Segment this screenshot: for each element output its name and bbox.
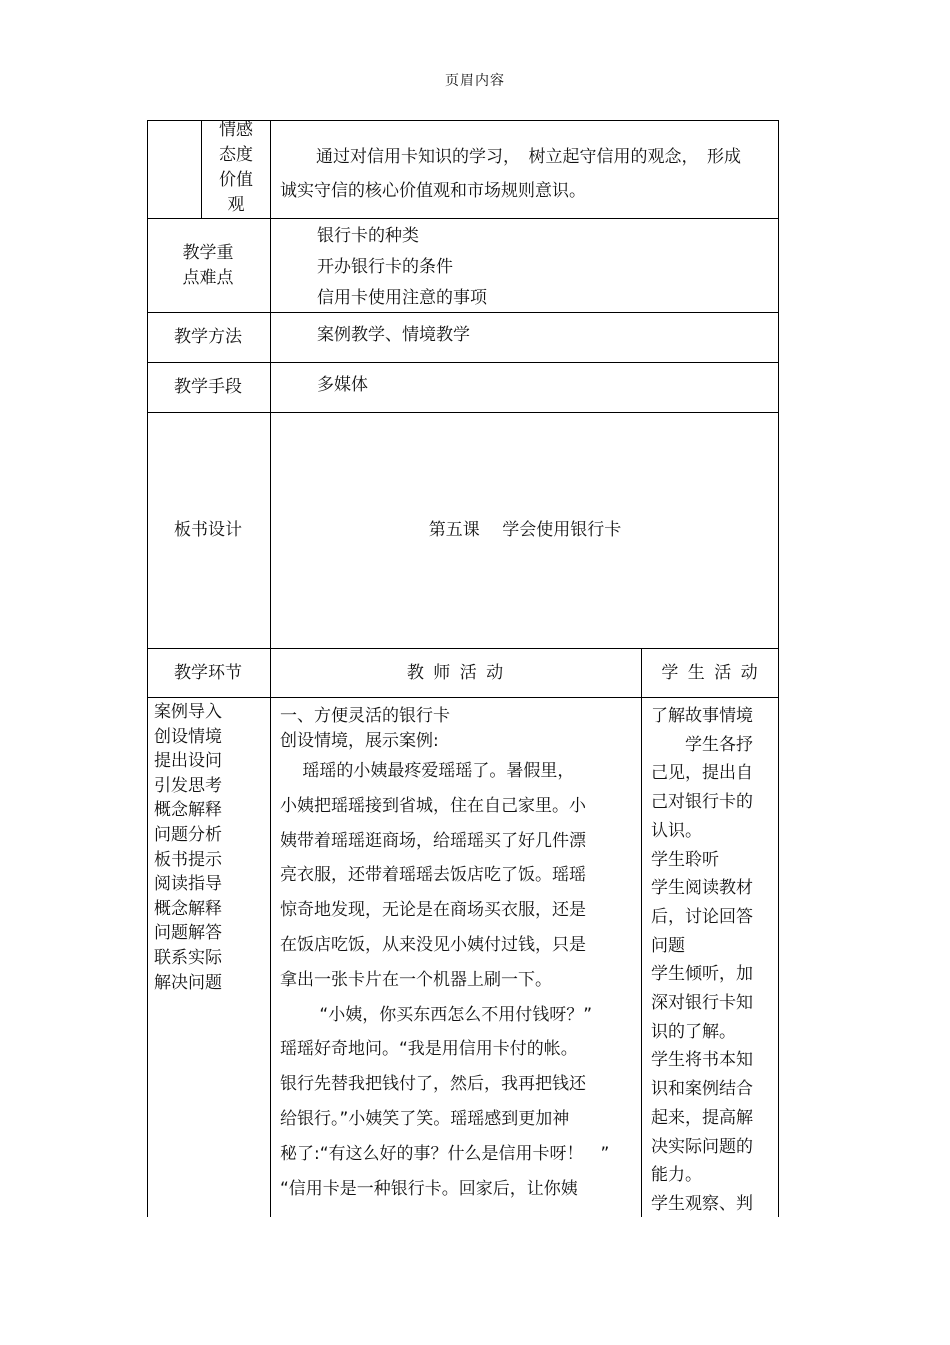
stage-item: 案例导入 [154, 702, 222, 722]
teacher-line: 瑶瑶的小姨最疼爱瑶瑶了。暑假里， [280, 761, 575, 781]
teacher-line: “信用卡是一种银行卡。回家后，让你姨 [280, 1178, 578, 1199]
stage-header: 教学环节 [174, 662, 242, 683]
stage-item: 解决问题 [154, 972, 222, 993]
stage-item: 创设情境 [154, 726, 222, 747]
student-line: 认识。 [651, 820, 702, 841]
student-line: 学生将书本知 [651, 1050, 753, 1071]
teacher-activity-header: 教 师 活 动 [406, 662, 506, 683]
student-activity-header: 学 生 活 动 [661, 662, 760, 683]
board-label: 板书设计 [174, 520, 242, 540]
student-line: 深对银行卡知 [651, 993, 753, 1014]
student-line: 识和案例结合 [651, 1079, 753, 1100]
student-activity-text [651, 702, 777, 1219]
student-line: 学生各抒 [651, 734, 753, 755]
method-value: 案例教学、情境教学 [317, 325, 470, 345]
student-line: 学生阅读教材 [651, 878, 753, 899]
teacher-line: 拿出一张卡片在一个机器上刷一下。 [280, 969, 552, 990]
student-line: 学生观察、判 [651, 1193, 753, 1214]
board-value: 第五课 学会使用银行卡 [428, 520, 622, 540]
key-point-item: 开办银行卡的条件 [317, 257, 453, 277]
col-divider [641, 648, 642, 1217]
student-line: 后，讨论回答 [651, 906, 753, 927]
student-line: 决实际问题的 [651, 1136, 753, 1157]
teacher-line: 给银行。”小姨笑了笑。瑶瑶感到更加神 [280, 1108, 570, 1129]
stage-item: 联系实际 [154, 947, 222, 968]
stage-item: 板书提示 [154, 849, 222, 870]
student-line: 己见，提出自 [651, 763, 753, 784]
teacher-line: 小姨把瑶瑶接到省城，住在自己家里。小 [280, 795, 586, 816]
student-line: 学生聆听 [651, 849, 719, 870]
emotion-content-line: 通过对信用卡知识的学习， 树立起守信用的观念， 形成 [316, 147, 741, 167]
stage-item: 引发思考 [154, 775, 222, 796]
emotion-label [202, 118, 270, 218]
emotion-content [280, 140, 776, 208]
key-points-label-line: 点难点 [182, 267, 234, 288]
stage-item: 问题分析 [154, 824, 222, 845]
student-line: 能力。 [651, 1165, 702, 1186]
student-line: 了解故事情境 [651, 706, 753, 726]
key-point-item: 银行卡的种类 [317, 226, 419, 246]
teacher-line: 创设情境，展示案例: [280, 731, 439, 751]
key-points-label-line: 教学重 [182, 242, 234, 263]
page-header: 页眉内容 [445, 73, 505, 89]
emotion-label-line: 态度 [219, 145, 253, 165]
student-line: 学生倾听，加 [651, 964, 753, 985]
student-line: 问题 [651, 935, 685, 956]
emotion-label-line: 情感 [219, 120, 253, 140]
student-line: 己对银行卡的 [651, 792, 753, 813]
stage-item: 提出设问 [154, 751, 222, 772]
teacher-line: 亮衣服，还带着瑶瑶去饭店吃了饭。瑶瑶 [280, 865, 586, 886]
teacher-activity-text [280, 704, 638, 1206]
means-label: 教学手段 [174, 377, 242, 397]
teacher-line: 在饭店吃饭，从来没见小姨付过钱，只是 [280, 934, 586, 955]
key-point-item: 信用卡使用注意的事项 [317, 288, 487, 308]
student-line: 起来，提高解 [651, 1107, 753, 1128]
teacher-line: 秘了:“有这么好的事？什么是信用卡呀！ ” [280, 1143, 610, 1164]
key-points-label [147, 219, 269, 312]
teacher-line: 惊奇地发现，无论是在商场买衣服，还是 [280, 900, 586, 921]
stage-item: 阅读指导 [154, 874, 222, 895]
emotion-label-line: 价值 [219, 170, 253, 190]
emotion-label-line: 观 [227, 195, 245, 215]
row-divider [147, 697, 779, 698]
stage-item: 概念解释 [154, 800, 222, 821]
key-points-list [317, 221, 487, 314]
emotion-content-line: 诚实守信的核心价值观和市场规则意识。 [280, 181, 586, 201]
teacher-line: 一、方便灵活的银行卡 [280, 706, 450, 726]
teacher-line: “小姨，你买东西怎么不用付钱呀？” [280, 1004, 593, 1025]
method-label: 教学方法 [174, 327, 242, 347]
student-line: 识的了解。 [651, 1021, 736, 1042]
teacher-line: 姨带着瑶瑶逛商场，给瑶瑶买了好几件漂 [280, 830, 586, 851]
teacher-line: 瑶瑶好奇地问。“我是用信用卡付的帐。 [280, 1039, 578, 1060]
stage-item: 问题解答 [154, 923, 222, 944]
means-value: 多媒体 [317, 375, 368, 395]
teacher-line: 银行先替我把钱付了，然后，我再把钱还 [280, 1074, 586, 1095]
stage-item: 概念解释 [154, 898, 222, 919]
stage-list [154, 700, 222, 995]
